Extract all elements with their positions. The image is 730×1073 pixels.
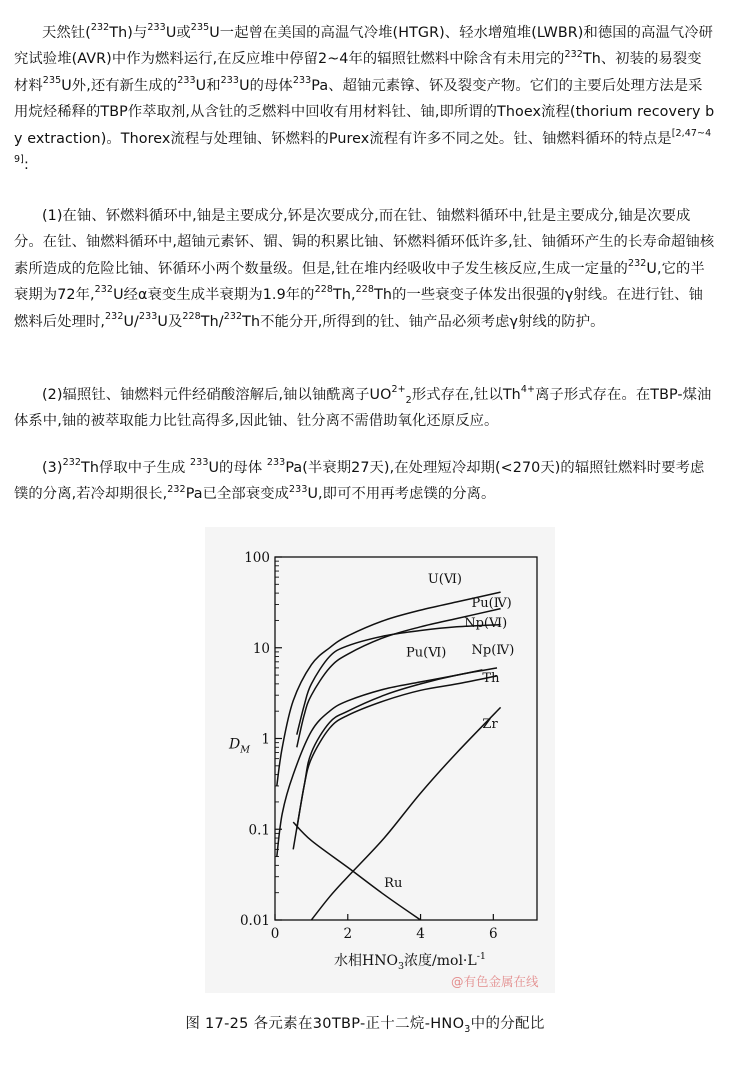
y-tick-label: 10	[252, 640, 270, 657]
curve-label-zr: Zr	[482, 717, 498, 733]
curve-label-ru: Ru	[384, 876, 403, 892]
distribution-ratio-figure	[205, 527, 555, 993]
curve-label-th: Th	[482, 670, 500, 686]
x-axis-label: 水相$HNO_3$浓度$/mol\cdot L^{-1}$	[334, 951, 486, 972]
y-tick-label: 0.1	[248, 822, 270, 839]
curve-label-u: U(Ⅵ)	[427, 571, 463, 587]
y-axis-label: $D_M$	[229, 736, 250, 756]
y-tick-label: 100	[244, 550, 270, 566]
curve-label-np: Np(Ⅵ)	[464, 615, 508, 631]
x-tick-label: 0	[270, 926, 280, 942]
x-tick-label: 4	[416, 926, 425, 942]
y-tick-label: 1	[261, 731, 270, 748]
paragraph-point-2: (2)辐照钍、铀燃料元件经硝酸溶解后,铀以铀酰离子$UO^{2+}_2$形式存在,钍以$Th^{4+}$离子形式存在。在TBP-煤油体系中,铀的被萃取能力比钍高得多,因此铀、钍分离不需借助氧化还原反应。	[14, 384, 712, 430]
curve-label-pu: Pu(Ⅵ)	[406, 645, 447, 661]
x-tick-label: 2	[343, 926, 353, 942]
curve-label-pu: Pu(Ⅳ)	[471, 596, 512, 612]
watermark: @有色金属在线	[451, 974, 539, 989]
distribution-ratio-chart	[205, 527, 555, 993]
paragraph-thorium-intro: 天然钍($^{232}$Th)与$^{233}$U或$^{235}$U一起曾在美国的高温气冷堆(HTGR)、轻水增殖堆(LWBR)和德国的高温气冷研究试验堆(AVR)中作为燃料运行,在反应堆中停留2~4年的辐照钍燃料中除含有未用完的$^{232}$Th、初装的易裂变材料$^{235}$U外,还有新生成的$^{233}$U和$^{233}$U的母体$^{233}$Pa、超铀元素镎、钚及裂变产物。它们的主要后处理方法是采用烷烃稀释的TBP作萃取剂,从含钍的乏燃料中回收有用材料钍、铀,即所谓的Thoex流程(thorium recovery by extraction)。Thorex流程与处理铀、钚燃料的Purex流程有许多不同之处。钍、铀燃料循环的特点是[2,47~49]:	[14, 22, 715, 174]
y-tick-label: 0.01	[239, 913, 270, 929]
x-tick-label: 6	[489, 926, 498, 942]
figure-caption: 图 17-25 各元素在30TBP-正十二烷$-HNO_3$中的分配比	[185, 1016, 545, 1035]
paragraph-point-3: $(3)^{232}Th$俘取中子生成 $^{233}$U的母体 $^{233}$Pa(半衰期27天),在处理短冷却期(<270天)的辐照钍燃料时要考虑镤的分离,若冷却期很长,$^{232}$Pa已全部衰变成$^{233}$U,即可不用再考虑镤的分离。	[14, 457, 705, 503]
paragraph-point-1: (1)在铀、钚燃料循环中,铀是主要成分,钚是次要成分,而在钍、铀燃料循环中,钍是主要成分,铀是次要成分。在钍、铀燃料循环中,超铀元素钚、镅、锔的积累比铀、钚燃料循环低许多,钍、铀循环产生的长寿命超铀核素所造成的危险比铀、钚循环小两个数量级。但是,钍在堆内经吸收中子发生核反应,生成一定量的$^{232}$U,它的半衰期为72年,$^{232}$U经α衰变生成半衰期为1.9年的$^{228}$Th,$^{228}$Th的一些衰变子体发出很强的γ射线。在进行钍、铀燃料后处理时,$^{232}$U/$^{233}$U及$^{228}$Th/$^{232}$Th不能分开,所得到的钍、铀产品必须考虑γ射线的防护。	[14, 208, 715, 330]
curve-label-np: Np(Ⅳ)	[471, 643, 515, 659]
